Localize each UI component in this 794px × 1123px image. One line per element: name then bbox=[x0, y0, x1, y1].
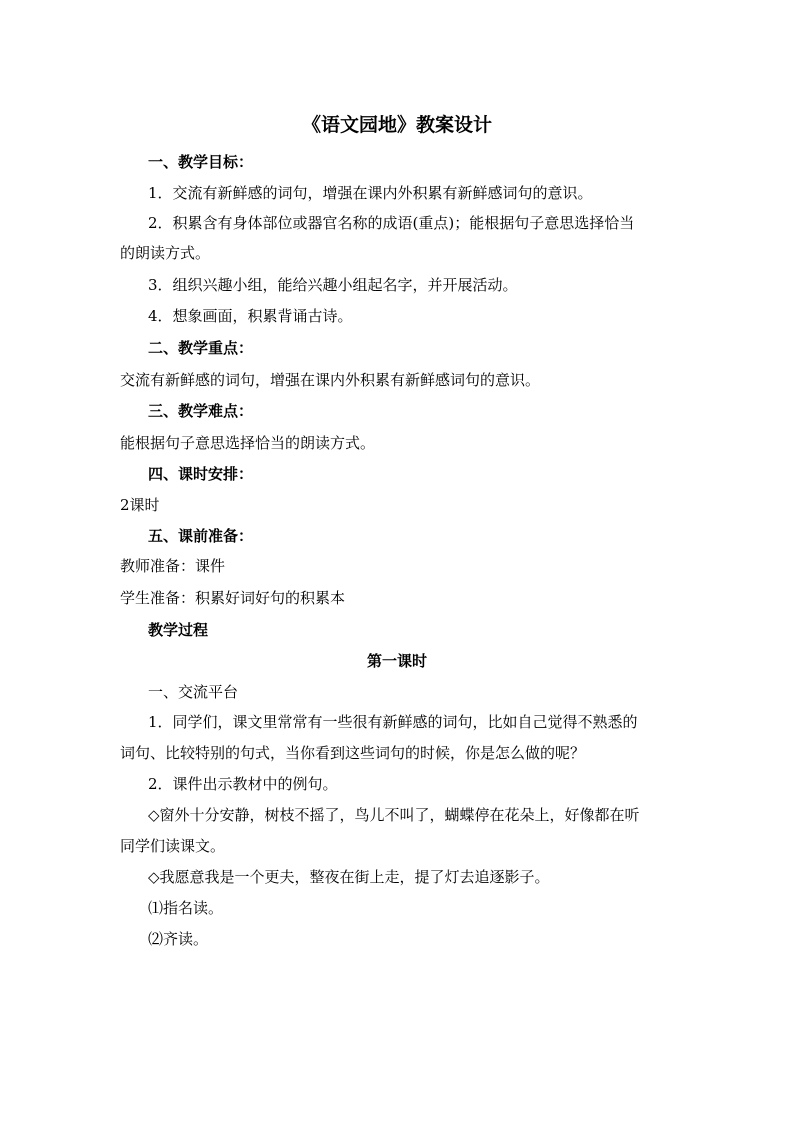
activity-2: ⑵齐读。 bbox=[148, 930, 209, 948]
heading-key-points: 二、教学重点： bbox=[148, 339, 254, 357]
objective-4: 4．想象画面，积累背诵古诗。 bbox=[148, 307, 353, 325]
example-sentence-2: ◇我愿意我是一个更夫，整夜在街上走，提了灯去追逐影子。 bbox=[148, 868, 550, 886]
step-1-continued: 词句、比较特别的句式，当你看到这些词句的时候，你是怎么做的呢？ bbox=[120, 744, 586, 762]
document-title: 《语文园地》教案设计 bbox=[301, 114, 492, 136]
example-sentence-1: ◇窗外十分安静，树枝不摇了，鸟儿不叫了，蝴蝶停在花朵上，好像都在听 bbox=[148, 806, 640, 824]
objective-2: 2．积累含有身体部位或器官名称的成语(重点)；能根据句子意思选择恰当 bbox=[148, 214, 635, 232]
step-1: 1．同学们，课文里常常有一些很有新鲜感的词句，比如自己觉得不熟悉的 bbox=[148, 713, 638, 731]
key-points-text: 交流有新鲜感的词句，增强在课内外积累有新鲜感词句的意识。 bbox=[120, 371, 541, 389]
example-sentence-1-continued: 同学们读课文。 bbox=[120, 837, 226, 855]
student-preparation: 学生准备：积累好词好句的积累本 bbox=[120, 589, 346, 607]
objective-2-continued: 的朗读方式。 bbox=[120, 244, 211, 262]
difficulties-text: 能根据句子意思选择恰当的朗读方式。 bbox=[120, 434, 376, 452]
lesson-one-title: 第一课时 bbox=[366, 652, 427, 670]
heading-teaching-process: 教学过程 bbox=[148, 621, 209, 639]
objective-1: 1．交流有新鲜感的词句，增强在课内外积累有新鲜感词句的意识。 bbox=[148, 184, 593, 202]
step-2: 2．课件出示教材中的例句。 bbox=[148, 775, 338, 793]
heading-difficulties: 三、教学难点： bbox=[148, 402, 254, 420]
schedule-text: 2课时 bbox=[120, 496, 160, 514]
heading-preparation: 五、课前准备： bbox=[148, 527, 254, 545]
teacher-preparation: 教师准备：课件 bbox=[120, 557, 226, 575]
heading-objectives: 一、教学目标： bbox=[148, 153, 254, 171]
heading-schedule: 四、课时安排： bbox=[148, 465, 254, 483]
objective-3: 3．组织兴趣小组，能给兴趣小组起名字，并开展活动。 bbox=[148, 276, 518, 294]
section-exchange-platform: 一、交流平台 bbox=[148, 683, 239, 701]
activity-1: ⑴指名读。 bbox=[148, 899, 224, 917]
